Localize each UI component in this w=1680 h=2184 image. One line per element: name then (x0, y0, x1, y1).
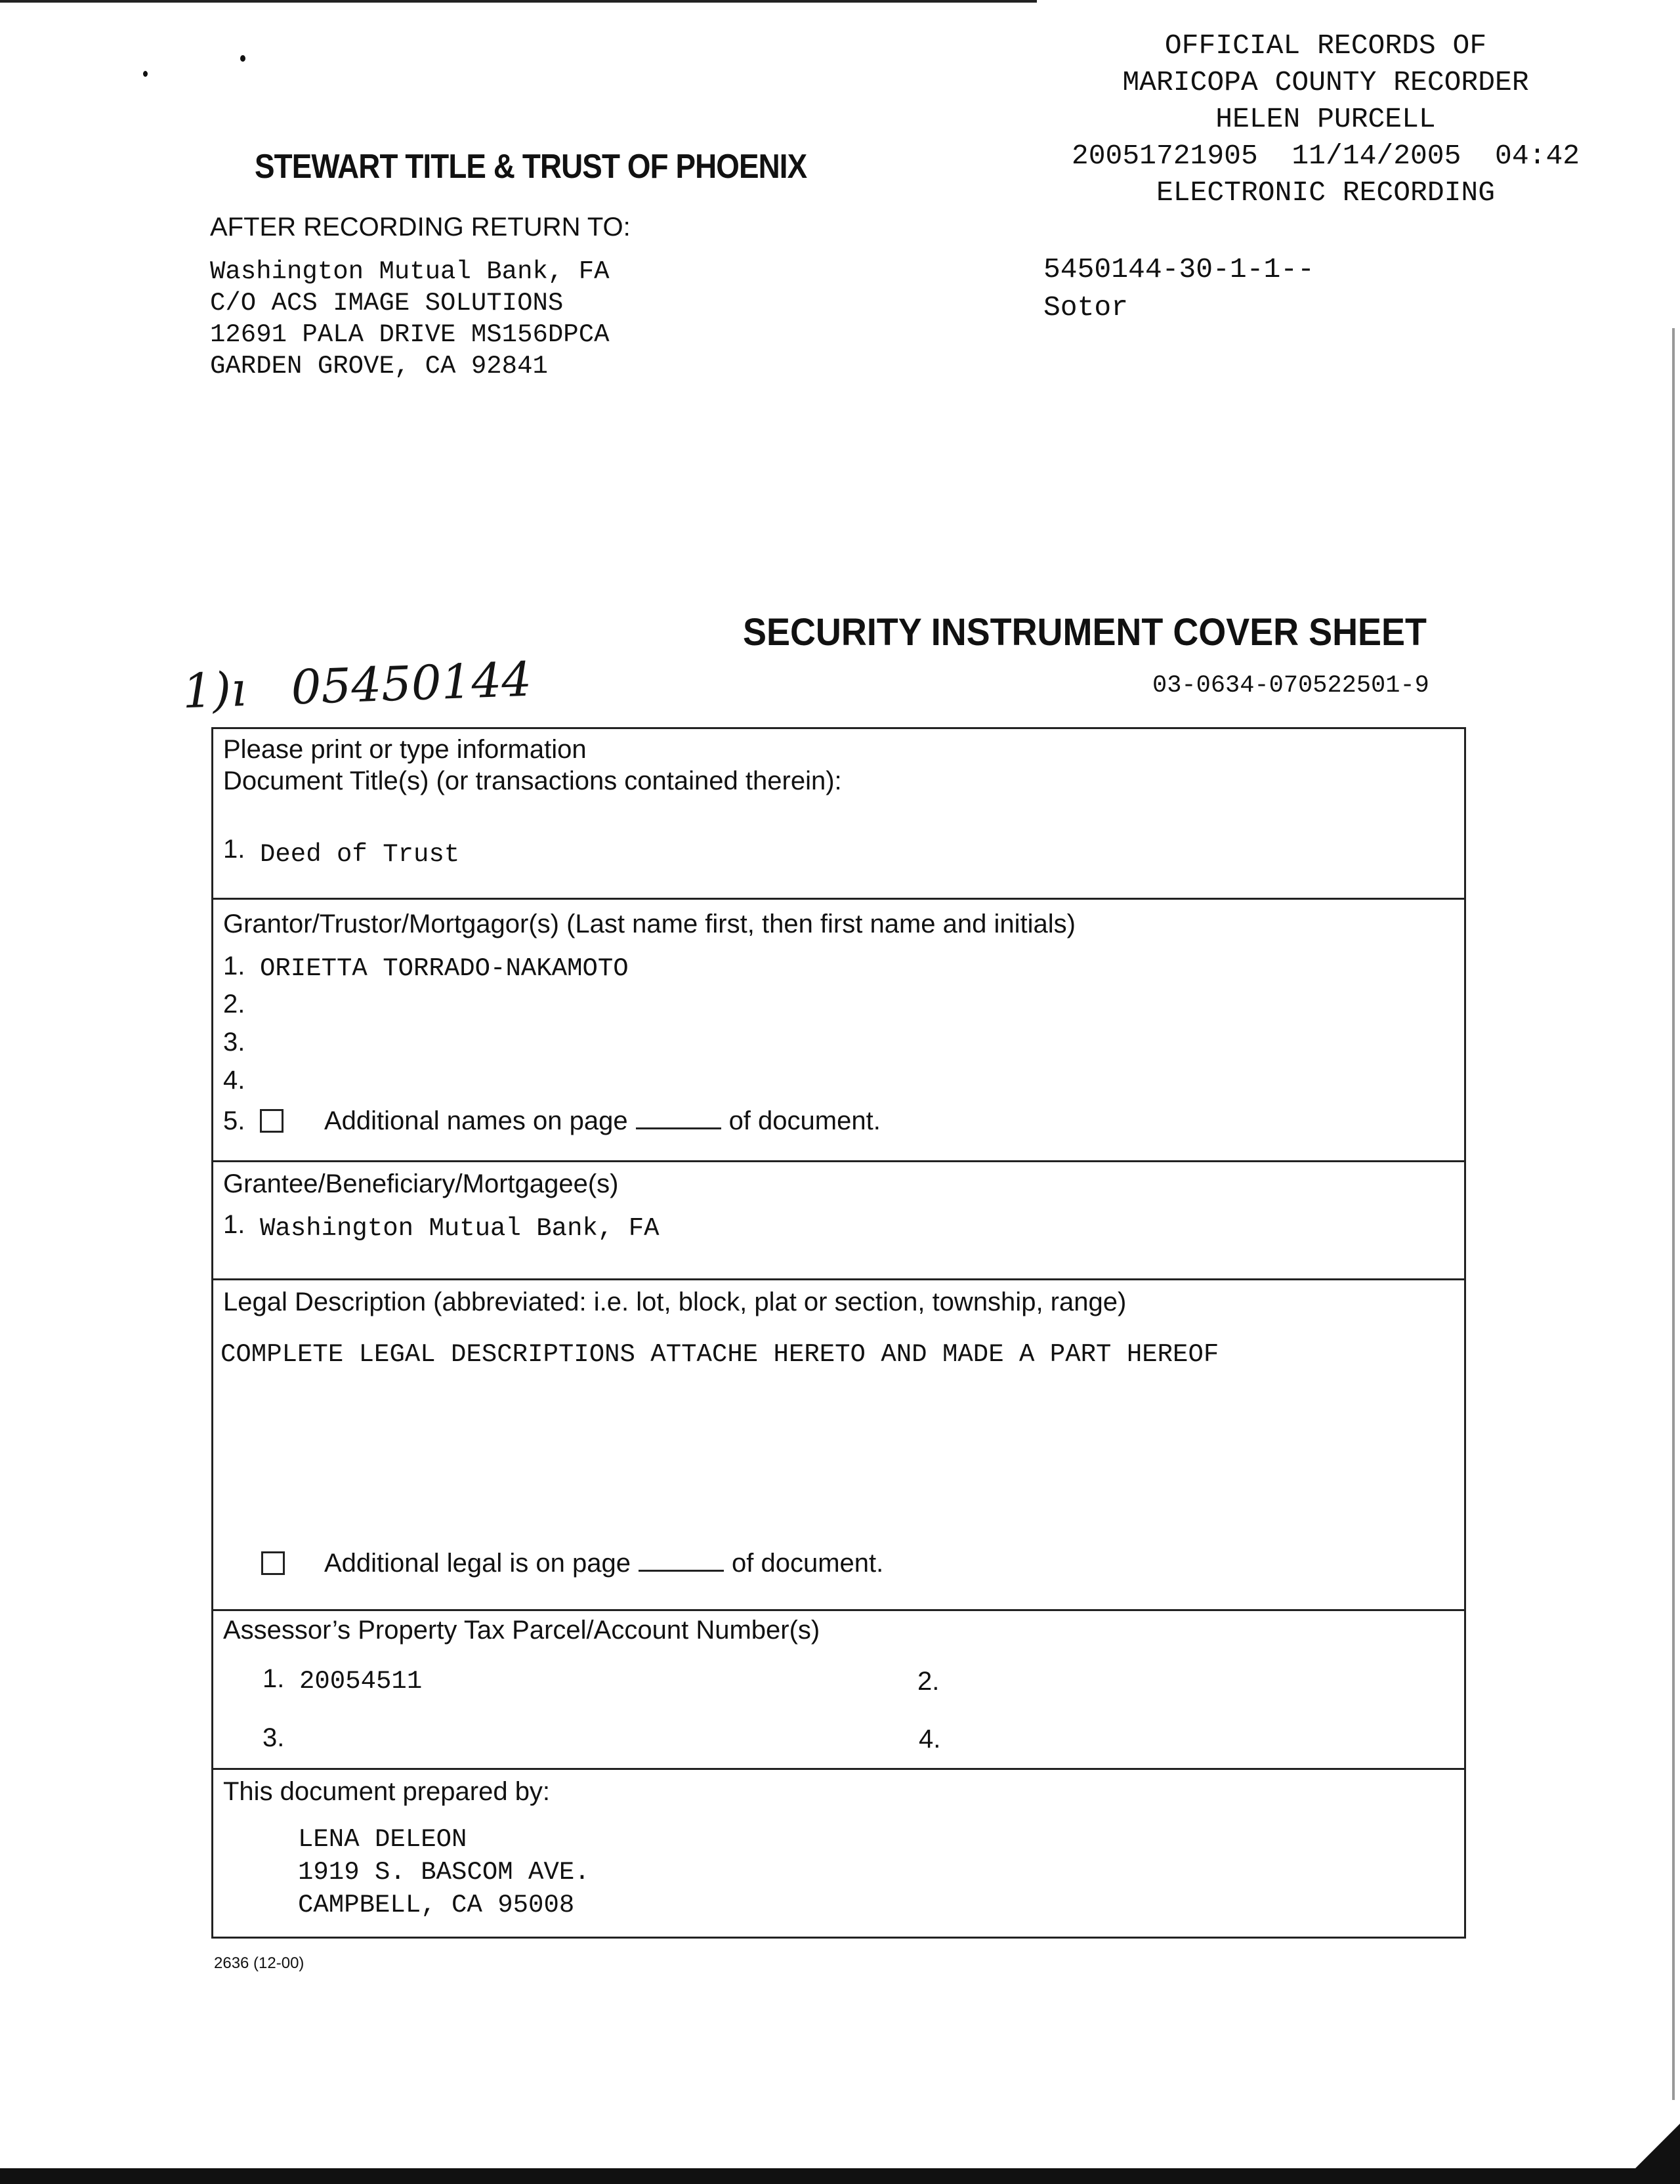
recorder-line: HELEN PURCELL (1215, 103, 1436, 135)
page-number-blank[interactable] (636, 1122, 721, 1129)
page-corner-fold (1634, 2124, 1680, 2170)
handwritten-number: 1)ı 05450144 (181, 651, 533, 719)
additional-legal-suffix: of document. (732, 1549, 884, 1578)
additional-names-row (324, 1106, 881, 1136)
recorder-line: MARICOPA COUNTY RECORDER (1122, 66, 1529, 98)
legal-description-text: COMPLETE LEGAL DESCRIPTIONS ATTACHE HERETO AND MADE A PART HEREOF (220, 1340, 1219, 1369)
section-divider (211, 1609, 1466, 1611)
scan-speck (240, 55, 245, 62)
list-number: 1. (223, 835, 245, 864)
legal-description-label: Legal Description (abbreviated: i.e. lot, block, plat or section, township, range) (223, 1288, 1127, 1316)
list-number: 1. (223, 952, 245, 980)
grantor-label: Grantor/Trustor/Mortgagor(s) (Last name first, then first name and initials) (223, 910, 1076, 938)
recorder-line: OFFICIAL RECORDS OF (1164, 30, 1487, 62)
section-divider (211, 1278, 1466, 1280)
additional-legal-text: Additional legal is on page (324, 1549, 631, 1578)
list-number: 2. (917, 1667, 940, 1696)
recorder-line: ELECTRONIC RECORDING (1156, 177, 1496, 209)
order-number: 5450144-30-1-1-- (1043, 253, 1314, 285)
section-divider (211, 1768, 1466, 1770)
preparer-block (298, 1823, 590, 1922)
list-number: 2. (223, 990, 245, 1018)
preparer-line: 1919 S. BASCOM AVE. (298, 1858, 590, 1887)
scan-edge-right (1672, 328, 1675, 2100)
preparer-line: LENA DELEON (298, 1825, 467, 1854)
parcel-label: Assessor’s Property Tax Parcel/Account Number(s) (223, 1616, 820, 1645)
grantor-name: ORIETTA TORRADO-NAKAMOTO (260, 954, 629, 983)
form-id: 03-0634-070522501-9 (1152, 672, 1429, 700)
form-code: 2636 (12-00) (214, 1954, 304, 1972)
section-divider (211, 898, 1466, 900)
additional-legal-checkbox[interactable] (261, 1551, 285, 1575)
list-number: 3. (223, 1028, 245, 1057)
additional-legal-row (324, 1549, 883, 1578)
document-title-label: Document Title(s) (or transactions contained therein): (223, 766, 842, 795)
list-number: 4. (919, 1725, 941, 1754)
grantee-label: Grantee/Beneficiary/Mortgagee(s) (223, 1169, 619, 1198)
additional-names-text: Additional names on page (324, 1106, 628, 1135)
list-number: 1. (223, 1210, 245, 1239)
page-number-blank[interactable] (639, 1564, 724, 1572)
list-number: 1. (262, 1664, 285, 1693)
recording-number-line: 20051721905 11/14/2005 04:42 (1071, 140, 1580, 172)
return-address-line: Washington Mutual Bank, FA (210, 257, 610, 286)
scan-edge-top (0, 0, 1037, 3)
return-heading: AFTER RECORDING RETURN TO: (210, 213, 631, 242)
return-address-line: 12691 PALA DRIVE MS156DPCA (210, 320, 610, 349)
return-address-line: GARDEN GROVE, CA 92841 (210, 352, 548, 381)
return-address-line: C/O ACS IMAGE SOLUTIONS (210, 289, 564, 318)
document-title-value: Deed of Trust (260, 840, 460, 869)
return-address (210, 256, 610, 382)
instruction-text: Please print or type information (223, 735, 587, 764)
parcel-number: 20054511 (299, 1667, 423, 1696)
list-number: 5. (223, 1106, 245, 1135)
scan-edge-bottom (0, 2168, 1680, 2184)
order-stamp (1043, 251, 1314, 327)
stamp-initials: Sotor (1043, 291, 1129, 324)
additional-names-suffix: of document. (728, 1106, 881, 1135)
list-number: 3. (262, 1723, 285, 1752)
section-divider (211, 1160, 1466, 1162)
scan-speck (143, 71, 148, 77)
prepared-by-label: This document prepared by: (223, 1777, 551, 1806)
cover-sheet-form (211, 727, 1466, 1939)
grantee-name: Washington Mutual Bank, FA (260, 1214, 660, 1243)
recorder-header (1037, 28, 1614, 211)
page-title: SECURITY INSTRUMENT COVER SHEET (743, 611, 1427, 654)
preparer-line: CAMPBELL, CA 95008 (298, 1891, 575, 1920)
additional-names-checkbox[interactable] (260, 1109, 284, 1133)
company-name: STEWART TITLE & TRUST OF PHOENIX (255, 148, 807, 186)
list-number: 4. (223, 1066, 245, 1095)
